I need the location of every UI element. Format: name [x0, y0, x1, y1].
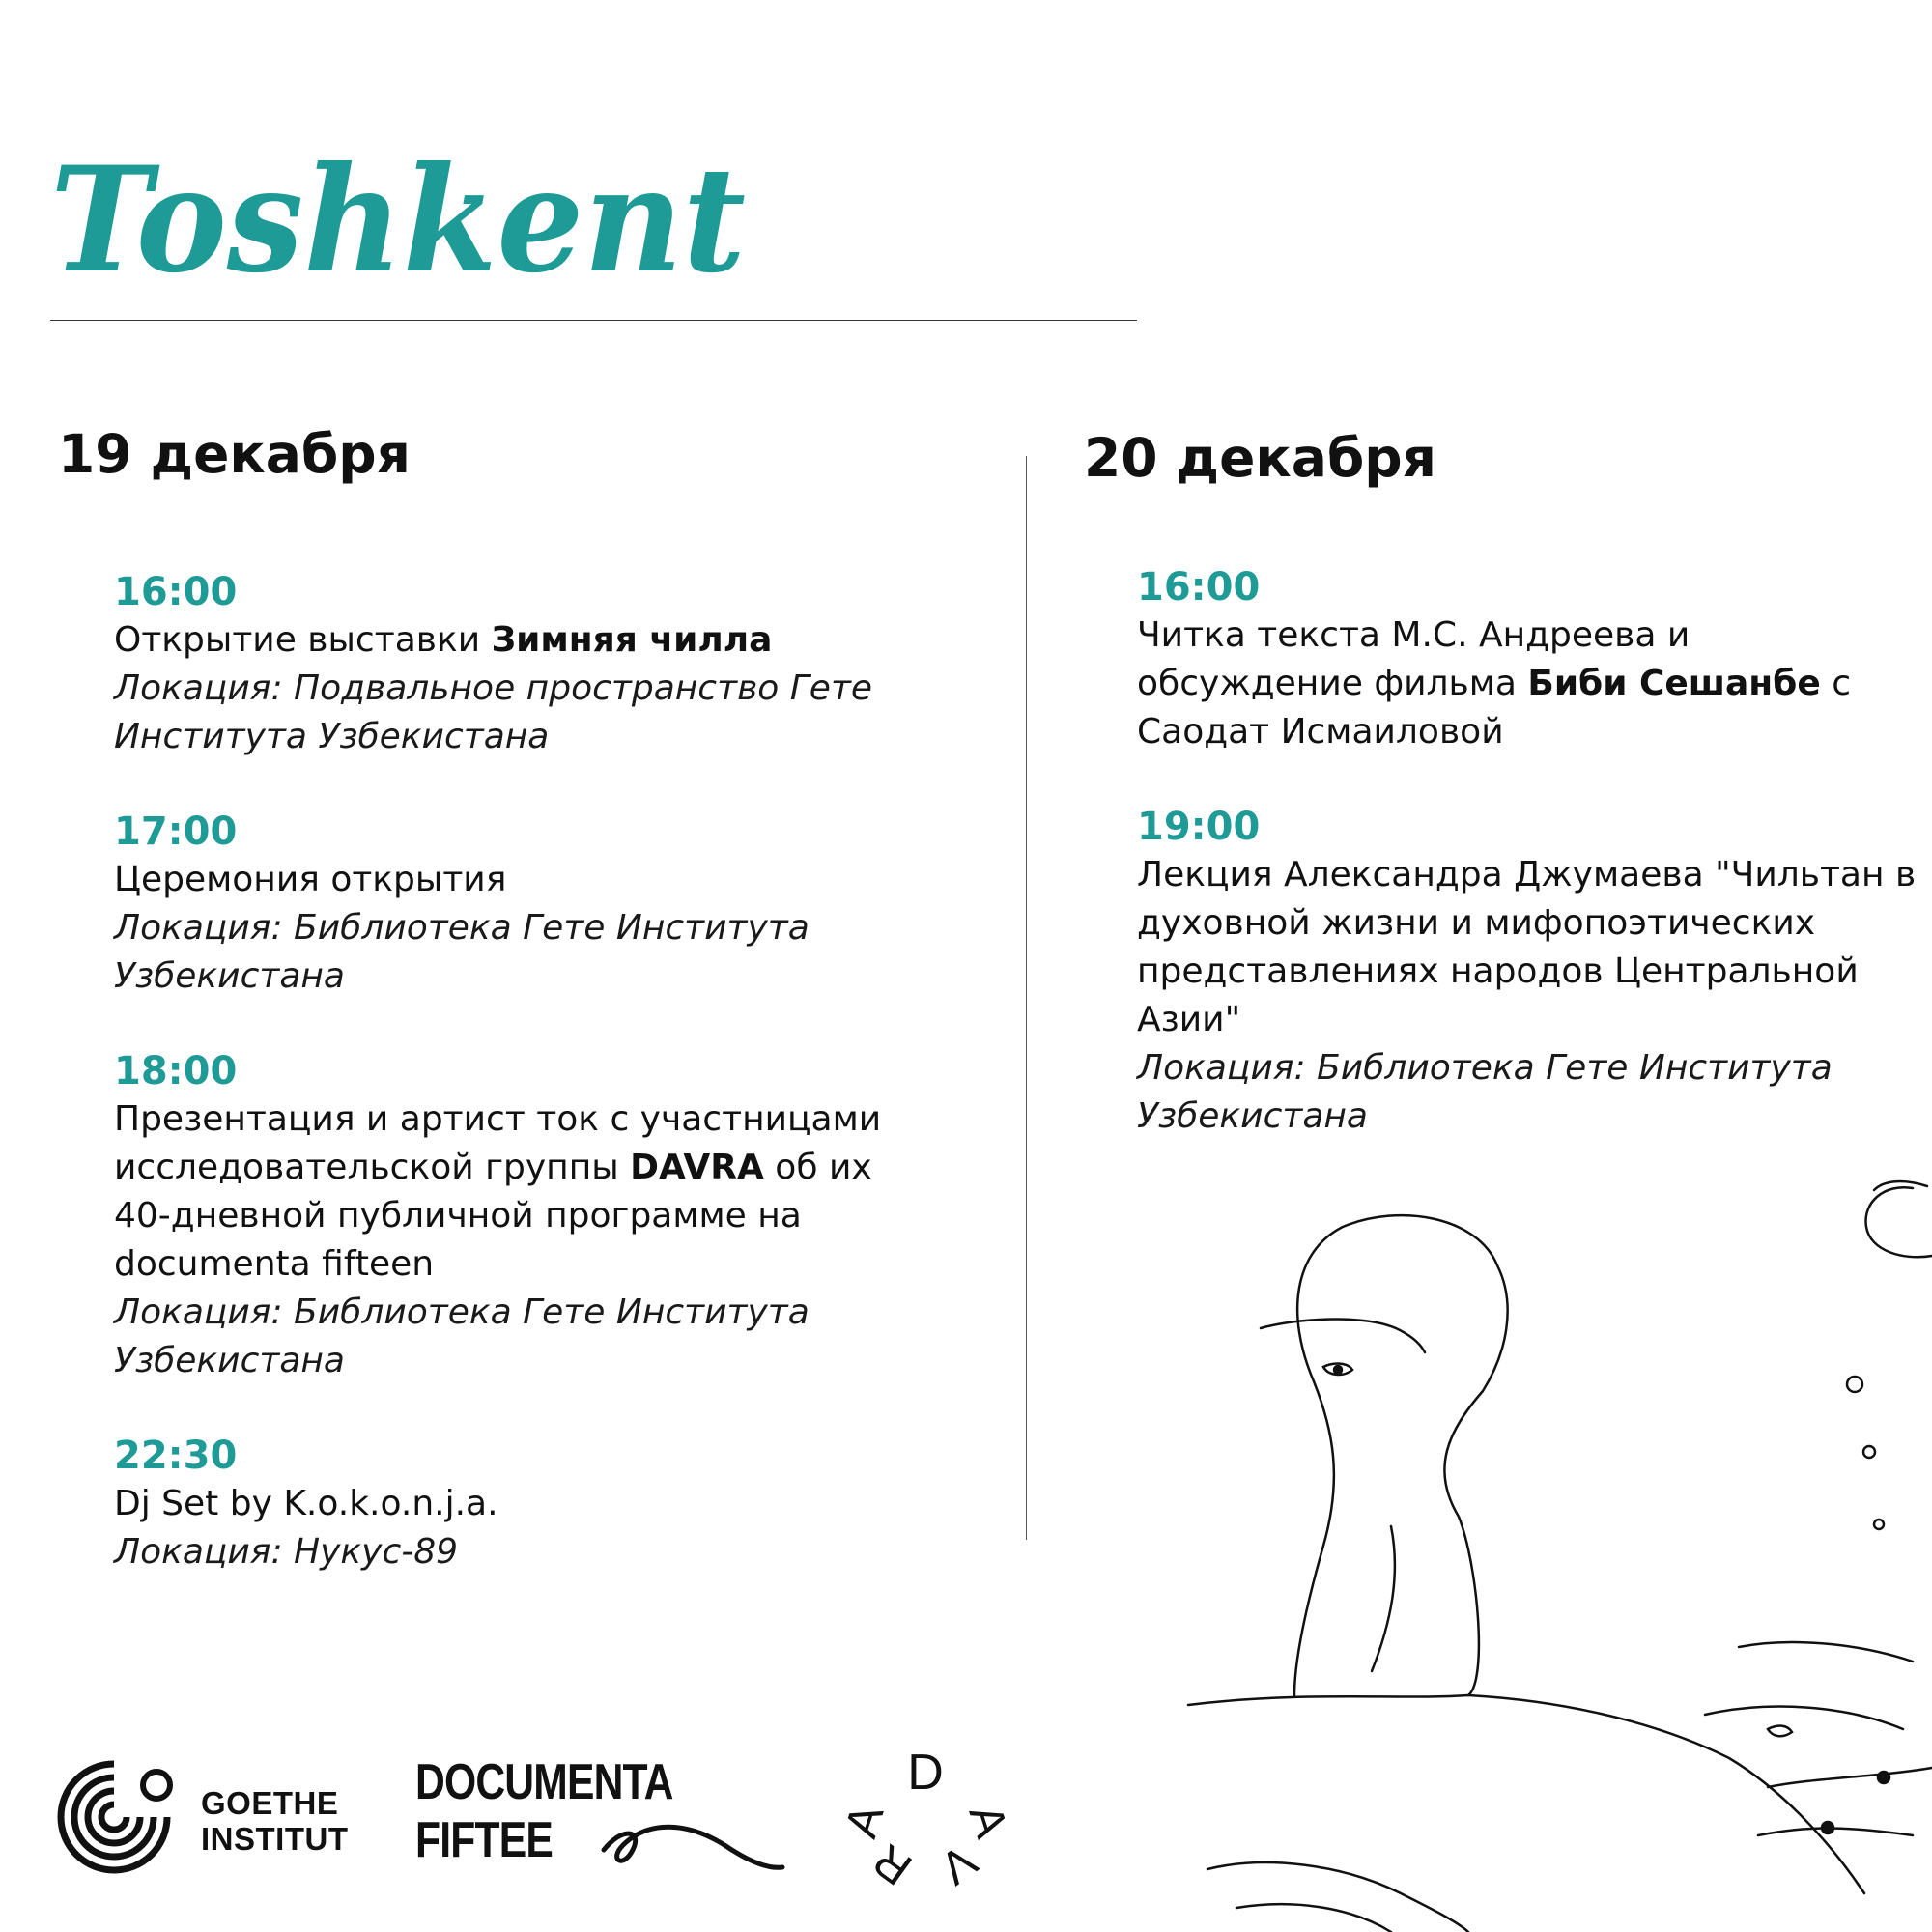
event-description-text: Открытие выставки [114, 620, 492, 660]
event-item [1137, 563, 1919, 756]
toshkent-wordmark [50, 135, 765, 305]
event-description [114, 1095, 925, 1289]
event-location: Локация: Библиотека Гете Института Узбекистана [114, 908, 810, 996]
circle-doodle-path [1866, 1187, 1932, 1257]
day-heading-20: 20 декабря [1084, 427, 1436, 489]
goethe-institut-logo [56, 1756, 349, 1878]
body-line [1468, 1695, 1864, 1893]
goethe-logo-icon [56, 1756, 182, 1878]
event-time: 19:00 [1137, 805, 1261, 849]
line-drawing-illustration [1150, 1159, 1932, 1932]
circle-doodle-path [1874, 1181, 1927, 1190]
event-description [1137, 611, 1919, 756]
event-location: Локация: Нукус-89 [114, 1532, 459, 1572]
goethe-logo-text [201, 1785, 348, 1857]
event-description [114, 616, 925, 665]
face-line [1705, 1707, 1903, 1729]
event-item [114, 1047, 925, 1385]
bubble [1863, 1446, 1875, 1458]
face-dot [1878, 1772, 1889, 1783]
title-text: Toshkent [50, 135, 746, 305]
davra-letter: A [958, 1798, 1017, 1844]
face-eye [1768, 1726, 1792, 1737]
day-19-schedule [114, 568, 925, 1623]
davra-letter: A [836, 1798, 895, 1844]
event-title-bold: Биби Сешанбе [1527, 664, 1821, 703]
body-line [1372, 1526, 1395, 1671]
event-title-bold: Зимняя чилла [491, 620, 773, 660]
davra-letter: D [907, 1745, 944, 1801]
head-outline [1188, 1215, 1508, 1705]
event-item [114, 1432, 925, 1577]
event-item [114, 808, 925, 1001]
documenta-line-2: FIFTEE [415, 1812, 553, 1868]
event-location: Локация: Библиотека Гете Института Узбекистана [114, 1293, 810, 1380]
day-heading-19: 19 декабря [58, 423, 411, 485]
body-line [1208, 1862, 1468, 1932]
documenta-line-1: DOCUMENTA [415, 1754, 673, 1810]
event-item [114, 568, 925, 761]
documenta-fifteen-logo [415, 1753, 787, 1889]
event-time: 16:00 [114, 570, 238, 614]
event-title-bold: DAVRA [630, 1148, 764, 1187]
event-description-text: с Саодат Исмаиловой [1137, 664, 1851, 752]
event-time: 22:30 [114, 1434, 238, 1478]
goethe-line-1: GOETHE [201, 1785, 339, 1821]
page-title [50, 135, 765, 305]
eyebrow [1261, 1320, 1425, 1352]
face-dot [1822, 1822, 1833, 1833]
body-line [1236, 1904, 1391, 1932]
davra-letter: R [864, 1833, 922, 1895]
column-divider [1026, 456, 1027, 1540]
event-time: 17:00 [114, 810, 238, 854]
davra-logo-icon [836, 1739, 1017, 1895]
face-line [1768, 1768, 1932, 1787]
event-description: Церемония открытия [114, 860, 507, 899]
eye-pupil [1334, 1366, 1342, 1374]
event-description-text: Презентация и артист ток с участницами исследовательской группы [114, 1099, 882, 1187]
face-line [1739, 1642, 1913, 1662]
event-description: Dj Set by K.o.k.o.n.j.a. [114, 1484, 498, 1523]
davra-letter: V [930, 1833, 986, 1894]
day-20-schedule [1137, 563, 1919, 1187]
bubble [1847, 1377, 1862, 1392]
documenta-logo-icon [415, 1753, 787, 1889]
header-divider [50, 320, 1137, 321]
event-location: Локация: Подвальное пространство Гете Института Узбекистана [114, 668, 873, 756]
event-location: Локация: Библиотека Гете Института Узбекистана [1137, 1048, 1833, 1136]
circle-doodle [1855, 1169, 1932, 1275]
face-line [1758, 1829, 1913, 1836]
event-description-text: об их 40-дневной публичной программе на documenta fifteen [114, 1148, 872, 1284]
goethe-line-2: INSTITUT [201, 1821, 349, 1857]
event-description-text: Читка текста М.С. Андреева и обсуждение фильма [1137, 615, 1690, 703]
event-description: Лекция Александра Джумаева "Чильтан в духовной жизни и мифопоэтических представлениях народов Центральной Азии" [1137, 855, 1917, 1039]
event-item [1137, 803, 1919, 1141]
bubble [1874, 1520, 1884, 1529]
event-time: 16:00 [1137, 565, 1261, 610]
davra-logo [836, 1739, 1017, 1895]
event-time: 18:00 [114, 1049, 238, 1094]
